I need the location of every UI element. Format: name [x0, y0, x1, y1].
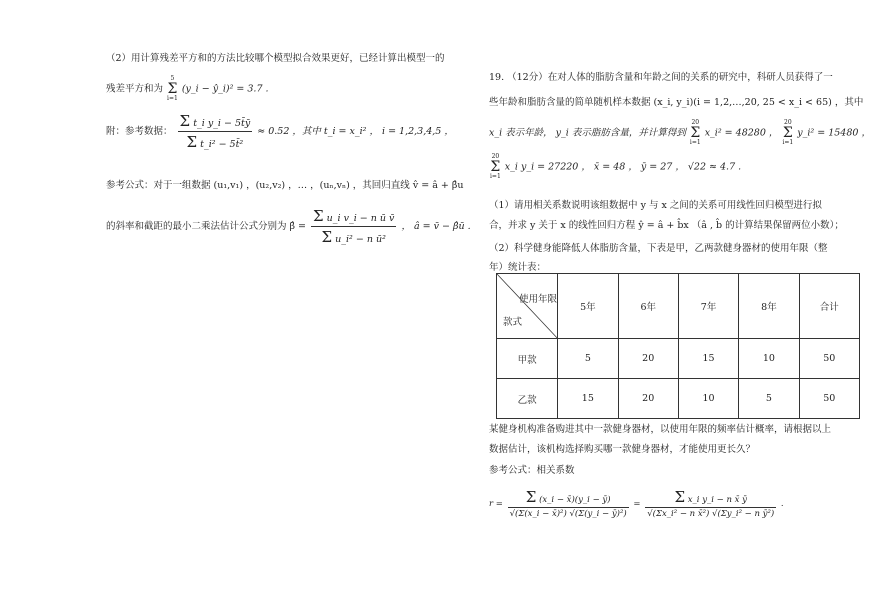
q19-part2-line-2: 年）统计表：: [489, 262, 547, 273]
ref-formula-line-2: [106, 207, 471, 246]
table-row: [497, 339, 860, 379]
q19-line-2: 些年龄和脂肪含量的简单随机样本数据 (x_i, y_i)(i = 1,2,…,20, 25 < x_i < 65) ，其中: [489, 97, 864, 108]
table-cell: 20: [618, 339, 678, 379]
sum-symbol: 5 Σ i=1: [167, 75, 178, 102]
header-top-label: 使用年限: [519, 294, 558, 305]
ref-formula-line-2-text: 的斜率和截距的最小二乘法估计公式分别为 β̂ =: [106, 221, 306, 232]
usage-years-table: [496, 273, 860, 419]
q19-part1-line-2: 合，并求 y 关于 x 的线性回归方程 ŷ = â + b̂x （â , b̂ 的计算结果保留两位小数）；: [489, 220, 844, 231]
sum-symbol: 20 Σ i=1: [782, 119, 794, 146]
table-cell: 5: [739, 379, 799, 419]
sum-symbol: 20 Σ i=1: [689, 119, 701, 146]
table-cell: 50: [799, 339, 859, 379]
row-label: 甲款: [497, 339, 558, 379]
after-table-line-2: 数据估计，该机构选择购买哪一款健身器材，才能使用更长久？: [489, 444, 756, 455]
reference-label: 参考公式：相关系数: [489, 465, 575, 476]
correlation-formula: r = $\frac{\Sigma (x\_i - x̄)(y\_i - ȳ)}{\text{√(Σ(x\_i − x̄)²) √(Σ(y\_i − ȳ)²)}}$ = $\frac{\text{Σ x\_i y\_i − n x̄ ȳ}}{\text{√(Σx\_i² − n x̄²) √(Σy\_i² − n ȳ²)}}$ .: [489, 488, 784, 519]
ref-data-tail: ≈ 0.52 ，其中 t_i = x_i² ， i = 1,2,3,4,5 ，: [257, 126, 454, 137]
q19-line-1: 19. （12分）在对人体的脂肪含量和年龄之间的关系的研究中，科研人员获得了一: [489, 72, 833, 83]
column-header: 6年: [618, 274, 678, 339]
r-fraction-2: $\frac{\text{Σ x\_i y\_i − n x̄ ȳ}}{\text{√(Σx\_i² − n x̄²) √(Σy\_i² − n ȳ²)}}$: [647, 488, 775, 519]
table-cell: 15: [678, 339, 738, 379]
q2-residual-formula: (y_i − ŷ_i)² = 3.7 .: [181, 83, 269, 95]
ref-data-fraction: $\frac{\text{Σ t\_i y\_i − 5t̄ȳ}}{\text{Σ t\_i² − 5t̄²}}$: [179, 112, 251, 151]
column-header: 5年: [558, 274, 618, 339]
q2-line-2-text: 残差平方和为: [106, 83, 164, 95]
q2-line-1: （2）用计算残差平方和的方法比较哪个模型拟合效果更好，已经计算出模型一的: [106, 53, 445, 64]
beta-fraction: $\frac{\text{Σ u\_i v\_i − n ū v̄}}{\text{Σ u\_i² − n ū²}}$: [313, 207, 395, 246]
table-cell: 10: [678, 379, 738, 419]
column-header: 合计: [799, 274, 859, 339]
q19-part1-line-1: （1）请用相关系数说明该组数据中 y 与 x 之间的关系可用线性回归模型进行拟: [489, 200, 822, 211]
row-label: 乙款: [497, 379, 558, 419]
ref-data-line: [106, 112, 454, 151]
sum-symbol: 20 Σ i=1: [490, 153, 501, 180]
q19-part2-line-1: （2）科学健身能降低人体脂肪含量，下表是甲，乙两款健身器材的使用年限（整: [489, 243, 828, 254]
q19-line-3: x_i 表示年龄， y_i 表示脂肪含量，并计算得到 20 Σ i=1 x_i² = 48280 ， 20 Σ i=1 y_i² = 15480 ，: [489, 119, 871, 146]
ref-formula-line-1: 参考公式：对于一组数据 (u₁,v₁) ，(u₂,v₂) ，… ，(uₙ,vₙ) ，其回归直线 v̂ = â + β̂u: [106, 180, 464, 191]
column-header: 7年: [678, 274, 738, 339]
alpha-formula: ， â = v̄ − β̂ū .: [401, 221, 471, 232]
header-bottom-label: 款式: [503, 317, 523, 328]
table-cell: 50: [799, 379, 859, 419]
r-fraction-1: $\frac{\Sigma (x\_i - x̄)(y\_i - ȳ)}{\text{√(Σ(x\_i − x̄)²) √(Σ(y\_i − ȳ)²)}}$: [509, 488, 627, 519]
column-header: 8年: [739, 274, 799, 339]
table-row: [497, 379, 860, 419]
diagonal-line-icon: [497, 274, 557, 338]
table-cell: 10: [739, 339, 799, 379]
table-cell: 15: [558, 379, 618, 419]
table-header-corner: [497, 274, 558, 339]
q19-line-4: 20 Σ i=1 x_i y_i = 27220 ， x̄ = 48 ， ȳ = 27 ， √22 ≈ 4.7 .: [490, 153, 742, 180]
q2-line-2: [106, 76, 269, 102]
table-cell: 20: [618, 379, 678, 419]
after-table-line-1: 某健身机构准备购进其中一款健身器材，以使用年限的频率估计概率，请根据以上: [489, 424, 832, 435]
table-cell: 5: [558, 339, 618, 379]
ref-data-label: 附：参考数据：: [106, 126, 173, 137]
